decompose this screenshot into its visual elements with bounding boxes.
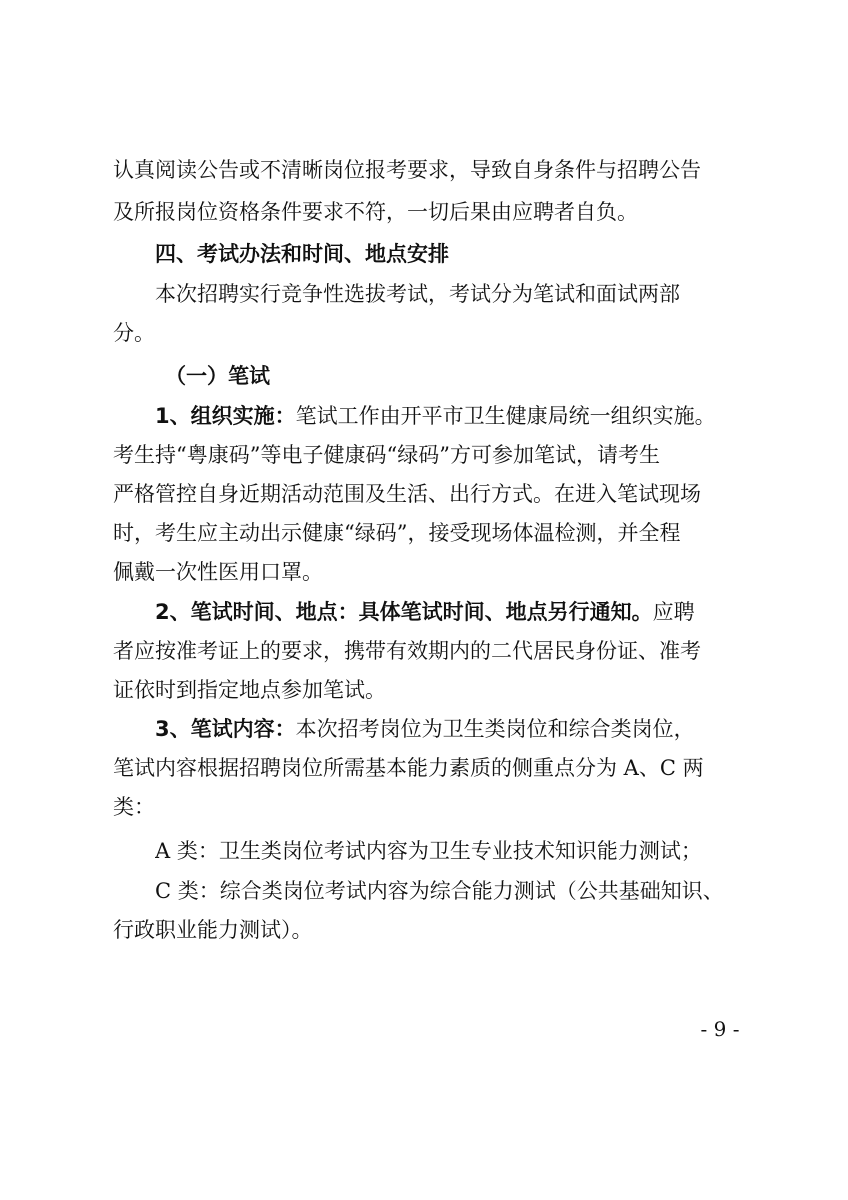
- paragraph-line: 类：: [113, 795, 155, 819]
- paragraph-line: 笔试内容根据招聘岗位所需基本能力素质的侧重点分为 A、C 两: [113, 756, 704, 780]
- paragraph-line: 分。: [113, 321, 155, 345]
- category-a-line: A 类：卫生类岗位考试内容为卫生专业技术知识能力测试；: [155, 839, 702, 863]
- section-heading: 四、考试办法和时间、地点安排: [155, 242, 449, 266]
- paragraph-line: 证依时到指定地点参加笔试。: [113, 678, 386, 702]
- subsection-heading: （一）笔试: [165, 364, 270, 388]
- item-2-label: 2、笔试时间、地点：具体笔试时间、地点另行通知。: [155, 600, 653, 624]
- item-3-text: 本次招考岗位为卫生类岗位和综合类岗位，: [295, 717, 695, 741]
- item-2-text: 应聘: [652, 600, 695, 624]
- paragraph-line: 严格管控自身近期活动范围及生活、出行方式。在进入笔试现场: [113, 482, 701, 506]
- item-3-line: [155, 714, 743, 744]
- paragraph-line: 本次招聘实行竞争性选拔考试，考试分为笔试和面试两部: [155, 282, 680, 306]
- item-3-label: 3、笔试内容：: [155, 717, 296, 741]
- item-1-line: [155, 401, 743, 431]
- paragraph-line: 行政职业能力测试）。: [113, 918, 313, 942]
- paragraph-line: 佩戴一次性医用口罩。: [113, 560, 323, 584]
- item-1-text: 笔试工作由开平市卫生健康局统一组织实施。: [295, 404, 716, 428]
- item-2-line: [155, 597, 743, 627]
- item-1-label: 1、组织实施：: [155, 404, 296, 428]
- paragraph-line: 时，考生应主动出示健康“绿码”，接受现场体温检测，并全程: [113, 521, 681, 545]
- page-number: - 9 -: [700, 1017, 740, 1041]
- paragraph-line: 及所报岗位资格条件要求不符，一切后果由应聘者自负。: [113, 200, 638, 224]
- paragraph-line: 考生持“粤康码”等电子健康码“绿码”方可参加笔试，请考生: [113, 443, 660, 467]
- category-c-line: C 类：综合类岗位考试内容为综合能力测试（公共基础知识、: [155, 879, 724, 903]
- paragraph-line: 者应按准考证上的要求，携带有效期内的二代居民身份证、准考: [113, 639, 701, 663]
- paragraph-line: 认真阅读公告或不清晰岗位报考要求，导致自身条件与招聘公告: [113, 158, 701, 182]
